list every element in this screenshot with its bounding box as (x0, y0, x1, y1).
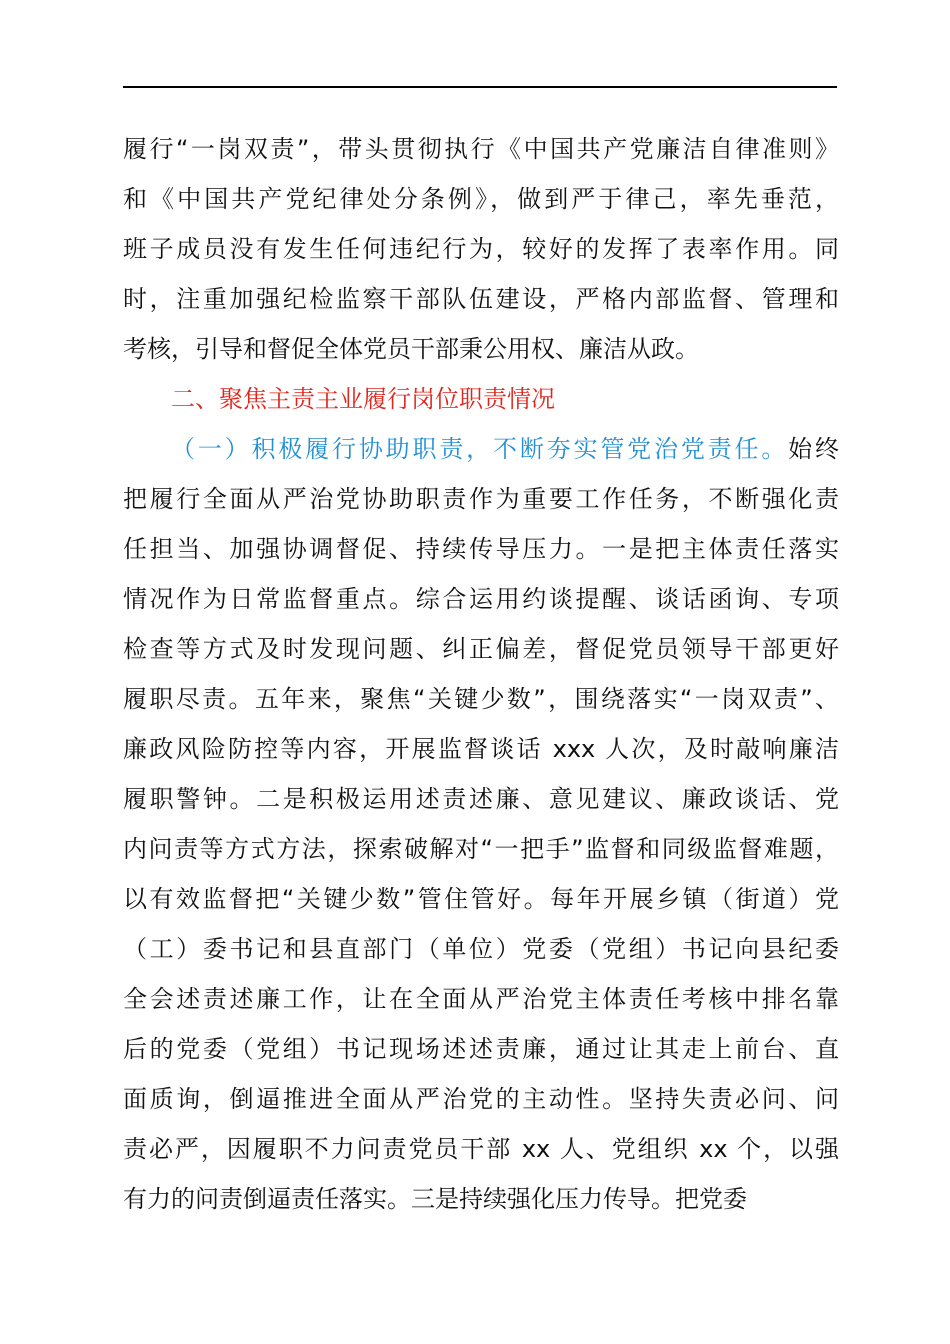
text-line: 时，注重加强纪检监察干部队伍建设，严格内部监督、管理和 (123, 285, 839, 313)
text-line: 履职尽责。五年来，聚焦“关键少数”，围绕落实“一岗双责”、 (123, 685, 839, 713)
text-line: 以有效监督把“关键少数”管住管好。每年开展乡镇（街道）党 (123, 885, 839, 913)
header-rule (123, 86, 837, 88)
text-line: 检查等方式及时发现问题、纠正偏差，督促党员领导干部更好 (123, 635, 839, 663)
text-line: 考核，引导和督促全体党员干部秉公用权、廉洁从政。 (123, 335, 699, 363)
text-line: 班子成员没有发生任何违纪行为，较好的发挥了表率作用。同 (123, 235, 839, 263)
document-body (123, 124, 839, 1224)
section-heading: 二、聚焦主责主业履行岗位职责情况 (171, 385, 555, 413)
text-line: 内问责等方式方法，探索破解对“一把手”监督和同级监督难题， (123, 835, 839, 863)
text-line: 任担当、加强协调督促、持续传导压力。一是把主体责任落实 (123, 535, 839, 563)
text-line: 履行“一岗双责”，带头贯彻执行《中国共产党廉洁自律准则》 (123, 135, 839, 163)
subsection-heading: （一）积极履行协助职责，不断夯实管党治党责任。 (171, 435, 789, 463)
text-line: 后的党委（党组）书记现场述述责廉，通过让其走上前台、直 (123, 1035, 839, 1063)
text-line: 有力的问责倒逼责任落实。三是持续强化压力传导。把党委 (123, 1185, 747, 1213)
text-line: 把履行全面从严治党协助职责作为重要工作任务，不断强化责 (123, 485, 839, 513)
text-line: 和《中国共产党纪律处分条例》，做到严于律己，率先垂范， (123, 185, 839, 213)
text-line: 廉政风险防控等内容，开展监督谈话 xxx 人次，及时敲响廉洁 (123, 735, 839, 763)
text-fragment: 始终 (788, 435, 840, 463)
text-line: 履职警钟。二是积极运用述责述廉、意见建议、廉政谈话、党 (123, 785, 839, 813)
text-line: 情况作为日常监督重点。综合运用约谈提醒、谈话函询、专项 (123, 585, 839, 613)
text-line: 全会述责述廉工作，让在全面从严治党主体责任考核中排名靠 (123, 985, 839, 1013)
text-line: 面质询，倒逼推进全面从严治党的主动性。坚持失责必问、问 (123, 1085, 839, 1113)
text-line: （工）委书记和县直部门（单位）党委（党组）书记向县纪委 (123, 935, 839, 963)
text-line: 责必严，因履职不力问责党员干部 xx 人、党组织 xx 个，以强 (123, 1135, 839, 1163)
subsection-line (123, 424, 839, 474)
